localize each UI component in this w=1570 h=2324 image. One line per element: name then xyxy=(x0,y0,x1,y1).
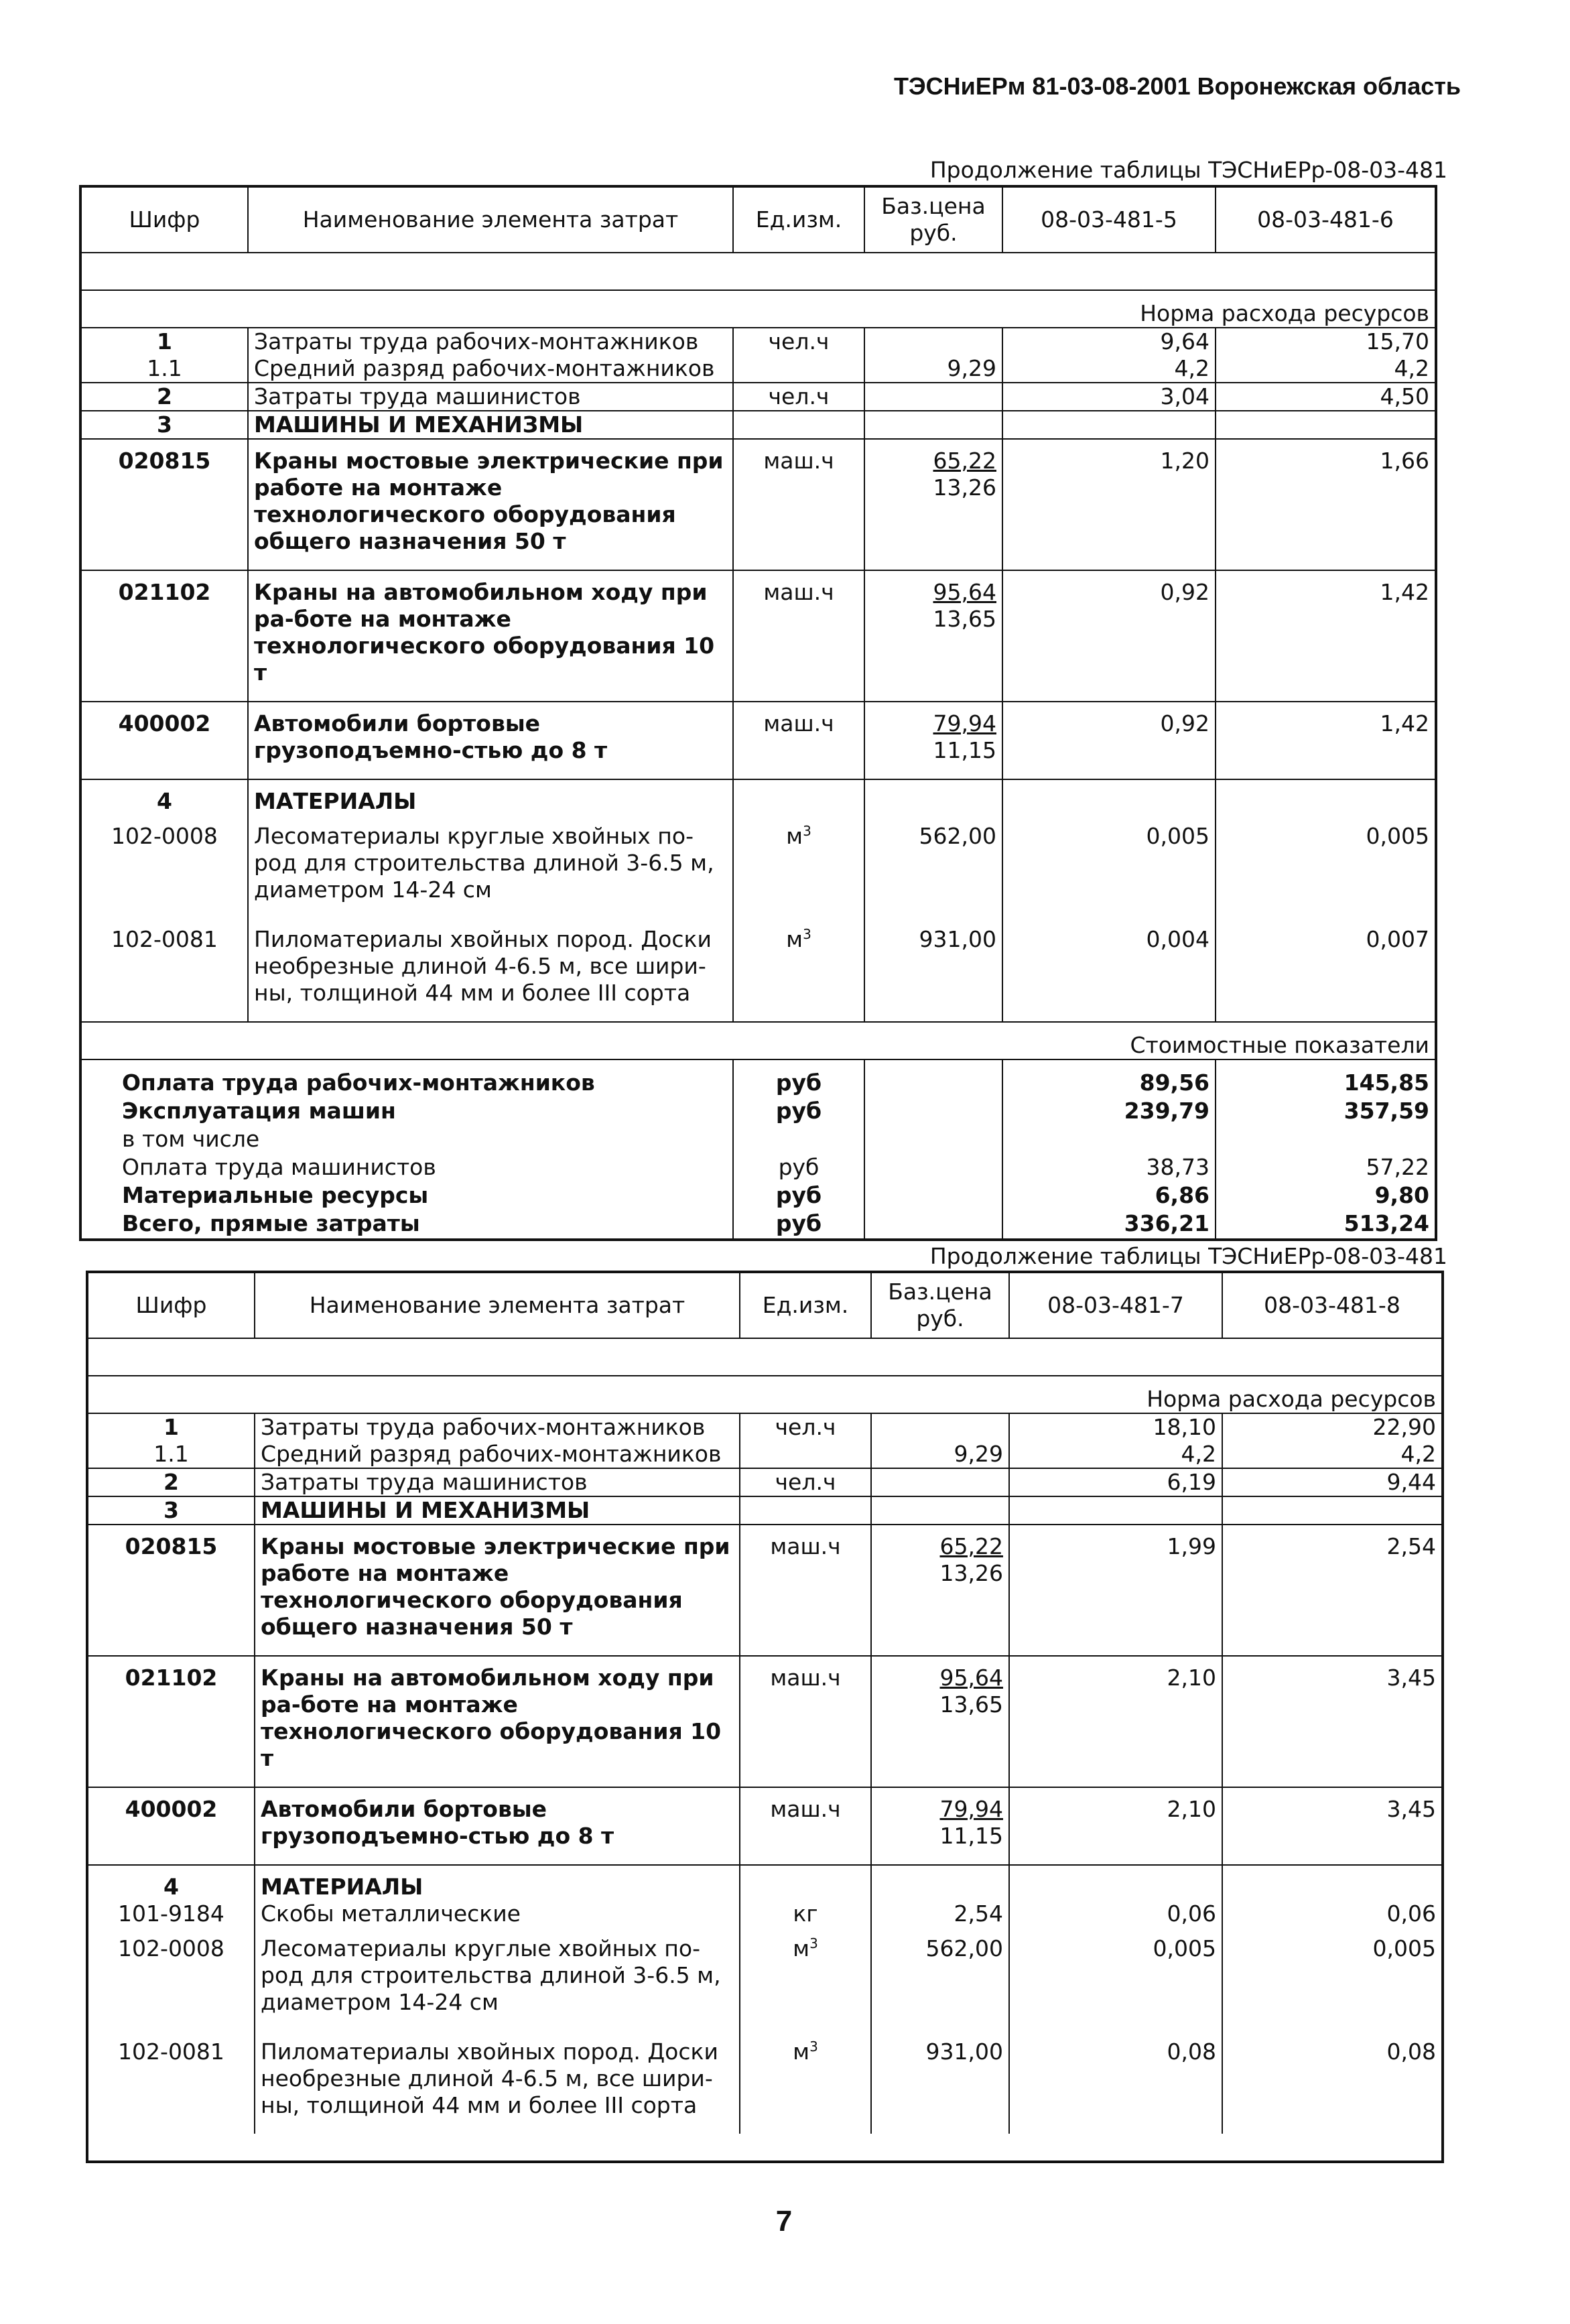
row-price xyxy=(871,1927,1009,2030)
resource-table-2 xyxy=(86,1271,1444,2163)
table-row xyxy=(87,1900,1443,1927)
cost-empty xyxy=(864,1098,1002,1126)
table-row xyxy=(80,328,1436,355)
row-price-value: 562,00 xyxy=(925,1935,1003,1961)
row-value-a: 0,92 xyxy=(1002,702,1216,779)
row-value-b: 1,66 xyxy=(1216,439,1436,570)
row-price-value: 2,54 xyxy=(954,1900,1003,1927)
cost-value-a: 38,73 xyxy=(1002,1154,1216,1182)
row-name: Лесоматериалы круглые хвойных по-род для строительства длиной 3-6.5 м, диаметром 14-24 см xyxy=(255,1927,740,2030)
col-header-price: Баз.цена руб. xyxy=(871,1272,1009,1338)
row-unit-exp: 3 xyxy=(803,926,811,942)
cost-unit: руб xyxy=(733,1210,864,1240)
row-value-a xyxy=(1002,411,1216,439)
row-price xyxy=(864,439,1002,570)
table-row xyxy=(80,702,1436,779)
row-value-b: 4,2 xyxy=(1222,1441,1443,1468)
cost-unit: руб xyxy=(733,1059,864,1098)
row-price xyxy=(871,1468,1009,1496)
row-value-b: 9,44 xyxy=(1222,1468,1443,1496)
row-unit: маш.ч xyxy=(740,1525,871,1656)
norm-title-row xyxy=(87,1376,1443,1413)
cost-value-a: 336,21 xyxy=(1002,1210,1216,1240)
cost-label: Материальные ресурсы xyxy=(80,1182,733,1210)
row-price-secondary: 13,26 xyxy=(939,1560,1003,1586)
row-unit: чел.ч xyxy=(733,328,864,355)
row-code: 4 xyxy=(80,779,248,815)
cost-title-row xyxy=(80,1022,1436,1059)
row-value-b xyxy=(1222,1865,1443,1900)
row-unit xyxy=(733,815,864,918)
row-name: Затраты труда рабочих-монтажников xyxy=(248,328,733,355)
cost-unit: руб xyxy=(733,1182,864,1210)
col-header-price: Баз.цена руб. xyxy=(864,186,1002,253)
cost-value-b: 357,59 xyxy=(1216,1098,1436,1126)
row-value-a xyxy=(1002,779,1216,815)
row-price-value: 95,64 xyxy=(933,579,996,605)
table-row xyxy=(87,1413,1443,1441)
table-row xyxy=(80,570,1436,702)
row-price xyxy=(864,815,1002,918)
row-unit-base: м xyxy=(786,823,803,849)
row-price-value: 9,29 xyxy=(947,355,996,381)
row-price xyxy=(864,355,1002,383)
row-unit-base: м xyxy=(793,1935,810,1961)
row-price xyxy=(871,2030,1009,2134)
cost-unit: руб xyxy=(733,1098,864,1126)
row-price-value: 95,64 xyxy=(939,1665,1003,1691)
cost-value-a xyxy=(1002,1126,1216,1154)
table-row xyxy=(87,1656,1443,1787)
row-price-value: 931,00 xyxy=(919,926,996,952)
row-name: Затраты труда рабочих-монтажников xyxy=(255,1413,740,1441)
row-name: Краны на автомобильном ходу при ра-боте на монтаже технологического оборудования 10 т xyxy=(248,570,733,702)
table-body xyxy=(87,1413,1443,2134)
col-header-unit: Ед.изм. xyxy=(740,1272,871,1338)
table-row xyxy=(87,1927,1443,2030)
row-value-b: 4,2 xyxy=(1216,355,1436,383)
cost-value-b: 9,80 xyxy=(1216,1182,1436,1210)
row-price-value: 79,94 xyxy=(939,1796,1003,1822)
row-code: 4 xyxy=(87,1865,255,1900)
row-name: Затраты труда машинистов xyxy=(255,1468,740,1496)
cost-value-a: 6,86 xyxy=(1002,1182,1216,1210)
row-unit xyxy=(740,1865,871,1900)
row-price xyxy=(871,1441,1009,1468)
row-unit-exp: 3 xyxy=(803,823,811,839)
row-unit: маш.ч xyxy=(733,439,864,570)
row-value-b xyxy=(1216,411,1436,439)
cost-value-b: 57,22 xyxy=(1216,1154,1436,1182)
cost-title: Стоимостные показатели xyxy=(80,1022,1436,1059)
row-value-b: 4,50 xyxy=(1216,383,1436,411)
cost-unit xyxy=(733,1126,864,1154)
row-unit-exp: 3 xyxy=(809,2039,818,2055)
norm-title: Норма расхода ресурсов xyxy=(80,290,1436,328)
row-value-b: 3,45 xyxy=(1222,1787,1443,1865)
row-value-a: 0,004 xyxy=(1002,918,1216,1022)
table-row xyxy=(80,918,1436,1022)
row-price xyxy=(871,1496,1009,1525)
cost-value-a: 239,79 xyxy=(1002,1098,1216,1126)
row-value-a: 0,06 xyxy=(1009,1900,1222,1927)
row-price-value: 931,00 xyxy=(925,2039,1003,2065)
norm-title-row xyxy=(80,290,1436,328)
cost-row xyxy=(80,1059,1436,1098)
row-price xyxy=(864,383,1002,411)
row-code: 400002 xyxy=(80,702,248,779)
cost-empty xyxy=(864,1210,1002,1240)
col-header-code: Шифр xyxy=(80,186,248,253)
row-code: 2 xyxy=(87,1468,255,1496)
row-code: 400002 xyxy=(87,1787,255,1865)
row-price-secondary: 11,15 xyxy=(933,737,996,763)
row-code: 021102 xyxy=(87,1656,255,1787)
row-name: МАТЕРИАЛЫ xyxy=(248,779,733,815)
row-price-secondary: 11,15 xyxy=(939,1823,1003,1849)
row-code: 102-0081 xyxy=(87,2030,255,2134)
cost-value-b xyxy=(1216,1126,1436,1154)
row-code: 102-0008 xyxy=(87,1927,255,2030)
row-unit xyxy=(740,1927,871,2030)
row-name: Затраты труда машинистов xyxy=(248,383,733,411)
row-price-value: 79,94 xyxy=(933,710,996,736)
cost-value-b: 145,85 xyxy=(1216,1059,1436,1098)
cost-empty xyxy=(864,1059,1002,1098)
row-value-b xyxy=(1222,1496,1443,1525)
row-value-a: 0,92 xyxy=(1002,570,1216,702)
row-name: Автомобили бортовые грузоподъемно-стью до 8 т xyxy=(248,702,733,779)
row-price xyxy=(871,1656,1009,1787)
row-code: 101-9184 xyxy=(87,1900,255,1927)
table-caption: Продолжение таблицы ТЭСНиЕРр-08-03-481 xyxy=(929,1243,1447,1269)
table-row xyxy=(80,383,1436,411)
col-header-a: 08-03-481-7 xyxy=(1009,1272,1222,1338)
cost-unit: руб xyxy=(733,1154,864,1182)
row-value-a: 2,10 xyxy=(1009,1656,1222,1787)
row-name: МАШИНЫ И МЕХАНИЗМЫ xyxy=(255,1496,740,1525)
row-value-a xyxy=(1009,1865,1222,1900)
row-unit: чел.ч xyxy=(740,1468,871,1496)
row-value-a: 4,2 xyxy=(1009,1441,1222,1468)
col-header-code: Шифр xyxy=(87,1272,255,1338)
row-name: Краны на автомобильном ходу при ра-боте на монтаже технологического оборудования 10 т xyxy=(255,1656,740,1787)
row-price xyxy=(864,702,1002,779)
row-price xyxy=(871,1413,1009,1441)
row-price xyxy=(871,1525,1009,1656)
row-unit: маш.ч xyxy=(733,570,864,702)
row-code: 3 xyxy=(87,1496,255,1525)
row-name: Краны мостовые электрические при работе на монтаже технологического оборудования общего назначения 50 т xyxy=(248,439,733,570)
page-number: 7 xyxy=(775,2205,793,2238)
row-value-b: 22,90 xyxy=(1222,1413,1443,1441)
col-header-b: 08-03-481-8 xyxy=(1222,1272,1443,1338)
row-unit: кг xyxy=(740,1900,871,1927)
row-unit xyxy=(740,2030,871,2134)
row-unit xyxy=(740,1441,871,1468)
table-row xyxy=(87,1441,1443,1468)
row-name: Средний разряд рабочих-монтажников xyxy=(255,1441,740,1468)
row-value-b: 0,08 xyxy=(1222,2030,1443,2134)
row-price xyxy=(871,1787,1009,1865)
col-header-b: 08-03-481-6 xyxy=(1216,186,1436,253)
cost-label: Оплата труда машинистов xyxy=(80,1154,733,1182)
cost-body xyxy=(80,1059,1436,1240)
row-unit-base: м xyxy=(793,2039,810,2065)
row-unit xyxy=(733,355,864,383)
row-value-b: 2,54 xyxy=(1222,1525,1443,1656)
table-row xyxy=(87,2030,1443,2134)
cost-label: Эксплуатация машин xyxy=(80,1098,733,1126)
row-unit: маш.ч xyxy=(740,1656,871,1787)
table-row xyxy=(80,439,1436,570)
row-value-a: 0,005 xyxy=(1002,815,1216,918)
cost-label: Оплата труда рабочих-монтажников xyxy=(80,1059,733,1098)
cost-label: Всего, прямые затраты xyxy=(80,1210,733,1240)
row-price xyxy=(871,1865,1009,1900)
row-code: 102-0081 xyxy=(80,918,248,1022)
row-value-a: 6,19 xyxy=(1009,1468,1222,1496)
row-unit xyxy=(733,918,864,1022)
row-unit-base: м xyxy=(786,926,803,952)
row-name: Пиломатериалы хвойных пород. Доски необрезные длиной 4-6.5 м, все шири-ны, толщиной 44 мм и более III сорта xyxy=(255,2030,740,2134)
table-row xyxy=(80,815,1436,918)
row-value-b: 0,005 xyxy=(1222,1927,1443,2030)
table-header-row xyxy=(87,1272,1443,1338)
row-price xyxy=(864,570,1002,702)
row-unit: маш.ч xyxy=(740,1787,871,1865)
row-name: МАШИНЫ И МЕХАНИЗМЫ xyxy=(248,411,733,439)
row-name: МАТЕРИАЛЫ xyxy=(255,1865,740,1900)
row-unit xyxy=(733,411,864,439)
row-value-b: 1,42 xyxy=(1216,570,1436,702)
table-row xyxy=(87,1496,1443,1525)
row-name: Средний разряд рабочих-монтажников xyxy=(248,355,733,383)
row-price-secondary: 13,26 xyxy=(933,474,996,501)
table-caption: Продолжение таблицы ТЭСНиЕРр-08-03-481 xyxy=(929,157,1447,183)
row-price xyxy=(864,779,1002,815)
row-price-value: 562,00 xyxy=(919,823,996,849)
row-name: Автомобили бортовые грузоподъемно-стью до 8 т xyxy=(255,1787,740,1865)
row-code: 1 xyxy=(80,328,248,355)
row-unit xyxy=(740,1496,871,1525)
table-row xyxy=(80,779,1436,815)
row-price-value: 9,29 xyxy=(954,1441,1003,1467)
row-value-b: 0,007 xyxy=(1216,918,1436,1022)
col-header-unit: Ед.изм. xyxy=(733,186,864,253)
col-header-name: Наименование элемента затрат xyxy=(248,186,733,253)
row-unit: чел.ч xyxy=(733,383,864,411)
cost-label: в том числе xyxy=(80,1126,733,1154)
row-unit-exp: 3 xyxy=(809,1935,818,1951)
table-row xyxy=(80,411,1436,439)
cost-empty xyxy=(864,1182,1002,1210)
cost-row xyxy=(80,1126,1436,1154)
table-header-row xyxy=(80,186,1436,253)
row-value-a: 9,64 xyxy=(1002,328,1216,355)
row-value-b xyxy=(1216,779,1436,815)
row-value-b: 3,45 xyxy=(1222,1656,1443,1787)
table-row xyxy=(87,1525,1443,1656)
row-name: Скобы металлические xyxy=(255,1900,740,1927)
cost-row xyxy=(80,1210,1436,1240)
row-unit: чел.ч xyxy=(740,1413,871,1441)
row-value-b: 15,70 xyxy=(1216,328,1436,355)
row-name: Пиломатериалы хвойных пород. Доски необрезные длиной 4-6.5 м, все шири-ны, толщиной 44 мм и более III сорта xyxy=(248,918,733,1022)
row-value-a: 1,99 xyxy=(1009,1525,1222,1656)
table-row xyxy=(87,1865,1443,1900)
table-body xyxy=(80,328,1436,1022)
row-price xyxy=(864,328,1002,355)
row-code: 020815 xyxy=(87,1525,255,1656)
row-code: 020815 xyxy=(80,439,248,570)
row-name: Краны мостовые электрические при работе на монтаже технологического оборудования общего назначения 50 т xyxy=(255,1525,740,1656)
row-code: 1.1 xyxy=(87,1441,255,1468)
col-header-a: 08-03-481-5 xyxy=(1002,186,1216,253)
row-code: 2 xyxy=(80,383,248,411)
norm-title: Норма расхода ресурсов xyxy=(87,1376,1443,1413)
row-value-a: 0,005 xyxy=(1009,1927,1222,2030)
row-price-value: 65,22 xyxy=(933,448,996,474)
cost-empty xyxy=(864,1126,1002,1154)
row-unit: маш.ч xyxy=(733,702,864,779)
row-value-a xyxy=(1009,1496,1222,1525)
col-header-name: Наименование элемента затрат xyxy=(255,1272,740,1338)
table-row xyxy=(80,355,1436,383)
table-row xyxy=(87,1468,1443,1496)
row-code: 102-0008 xyxy=(80,815,248,918)
row-price xyxy=(864,411,1002,439)
row-name: Лесоматериалы круглые хвойных по-род для строительства длиной 3-6.5 м, диаметром 14-24 см xyxy=(248,815,733,918)
cost-row xyxy=(80,1098,1436,1126)
row-unit xyxy=(733,779,864,815)
cost-value-b: 513,24 xyxy=(1216,1210,1436,1240)
row-code: 1.1 xyxy=(80,355,248,383)
row-value-b: 1,42 xyxy=(1216,702,1436,779)
row-value-b: 0,005 xyxy=(1216,815,1436,918)
table-row xyxy=(87,1787,1443,1865)
cost-value-a: 89,56 xyxy=(1002,1059,1216,1098)
row-value-a: 4,2 xyxy=(1002,355,1216,383)
cost-row xyxy=(80,1154,1436,1182)
row-value-a: 0,08 xyxy=(1009,2030,1222,2134)
row-code: 021102 xyxy=(80,570,248,702)
resource-table-1 xyxy=(79,185,1437,1241)
row-price xyxy=(871,1900,1009,1927)
row-price-secondary: 13,65 xyxy=(933,606,996,632)
row-value-b: 0,06 xyxy=(1222,1900,1443,1927)
row-value-a: 18,10 xyxy=(1009,1413,1222,1441)
row-price-secondary: 13,65 xyxy=(939,1691,1003,1718)
cost-row xyxy=(80,1182,1436,1210)
row-price xyxy=(864,918,1002,1022)
row-code: 1 xyxy=(87,1413,255,1441)
row-code: 3 xyxy=(80,411,248,439)
cost-empty xyxy=(864,1154,1002,1182)
row-price-value: 65,22 xyxy=(939,1533,1003,1559)
row-value-a: 3,04 xyxy=(1002,383,1216,411)
row-value-a: 2,10 xyxy=(1009,1787,1222,1865)
page-header-title: ТЭСНиЕРм 81-03-08-2001 Воронежская область xyxy=(894,72,1461,100)
row-value-a: 1,20 xyxy=(1002,439,1216,570)
